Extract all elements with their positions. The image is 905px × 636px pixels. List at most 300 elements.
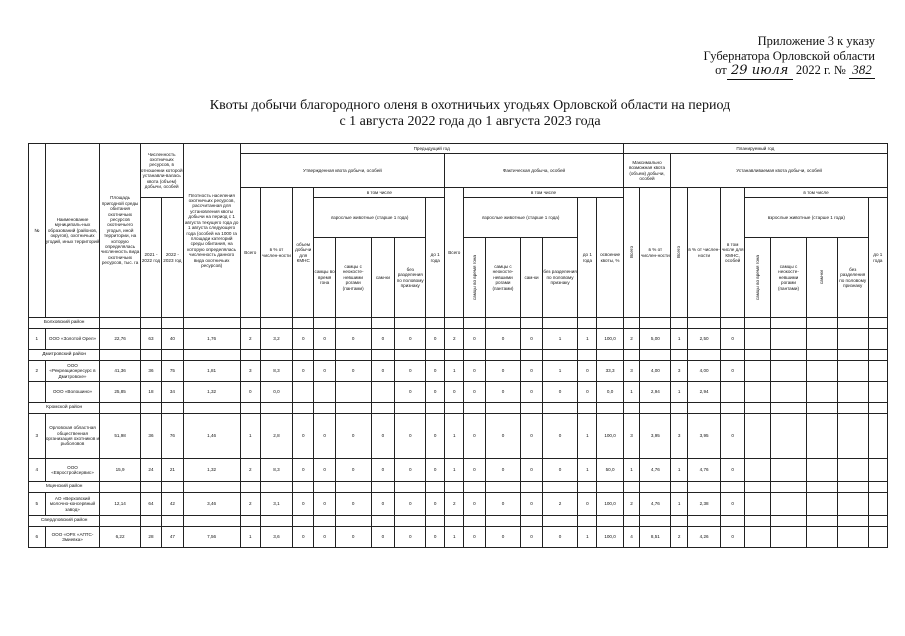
empty-cell xyxy=(100,318,140,329)
cell-q-rut: 0 xyxy=(314,414,335,459)
cell-a-panty: 0 xyxy=(485,329,521,350)
empty-cell xyxy=(335,350,371,361)
empty-cell xyxy=(771,329,807,350)
empty-cell xyxy=(597,516,623,527)
cell-a-fem: 0 xyxy=(521,382,542,403)
cell-n2021: 36 xyxy=(140,361,161,382)
table-row xyxy=(29,493,888,516)
empty-cell xyxy=(771,382,807,403)
header-prev-year: Предыдущий год xyxy=(240,144,623,154)
cell-a-panty: 0 xyxy=(485,527,521,548)
cell-q-young: 0 xyxy=(426,527,445,548)
empty-cell xyxy=(745,527,771,548)
empty-cell xyxy=(771,403,807,414)
cell-s-kmns: 0 xyxy=(721,493,745,516)
cell-q-fem xyxy=(371,382,395,403)
header-set-quota: Устанавливаемая квота добычи, особей xyxy=(671,154,888,188)
cell-m-pct: 5,00 xyxy=(640,329,671,350)
empty-cell xyxy=(837,403,868,414)
region-name: Болховский район xyxy=(29,318,100,329)
empty-cell xyxy=(806,403,837,414)
empty-cell xyxy=(687,516,720,527)
empty-cell xyxy=(542,350,578,361)
cell-s-total: 3 xyxy=(671,361,688,382)
header-numbers-group: Численность охотничьих ресурсов, в отношении которой устанавли-валась квота (объем) добычи, особей xyxy=(140,144,183,198)
empty-cell xyxy=(260,403,292,414)
header-q-total: Всего xyxy=(240,188,260,318)
cell-a-panty: 0 xyxy=(485,382,521,403)
cell-q-unsexed: 0 xyxy=(395,527,426,548)
cell-a-panty: 0 xyxy=(485,361,521,382)
empty-cell xyxy=(293,482,314,493)
cell-a-pct: 100,0 xyxy=(597,493,623,516)
cell-density: 1,32 xyxy=(183,382,240,403)
cell-area: 15,9 xyxy=(100,459,140,482)
empty-cell xyxy=(395,482,426,493)
cell-q-kmns xyxy=(293,382,314,403)
cell-a-rut: 0 xyxy=(464,414,485,459)
cell-q-kmns: 0 xyxy=(293,329,314,350)
empty-cell xyxy=(183,516,240,527)
handwritten-date: 29 июля xyxy=(727,64,793,80)
empty-cell xyxy=(671,318,688,329)
empty-cell xyxy=(521,350,542,361)
table-row xyxy=(29,459,888,482)
header-q-fem: сам-ки xyxy=(371,238,395,318)
header-a-total: Всего xyxy=(445,188,464,318)
appendix-line-1: Приложение 3 к указу xyxy=(757,34,875,48)
cell-q-total: 3 xyxy=(240,361,260,382)
cell-a-panty: 0 xyxy=(485,493,521,516)
cell-q-total: 2 xyxy=(240,329,260,350)
cell-a-total: 2 xyxy=(445,329,464,350)
cell-density: 3,46 xyxy=(183,493,240,516)
cell-q-fem: 0 xyxy=(371,361,395,382)
empty-cell xyxy=(721,482,745,493)
empty-cell xyxy=(335,482,371,493)
cell-name: ООО «ОРХ «АПТС-Змиевка» xyxy=(45,527,100,548)
empty-cell xyxy=(837,414,868,459)
header-q-kmns: объем добычи для КМНС xyxy=(293,188,314,318)
empty-cell xyxy=(140,516,161,527)
header-area: Площадь пригодной среды обитания охотничьих ресурсов охотничьего угодья, иной территории, на которую определялась численность вида охотничьих ресурсов, тыс. га xyxy=(100,144,140,318)
empty-cell xyxy=(806,527,837,548)
cell-density: 1,32 xyxy=(183,459,240,482)
cell-a-young: 1 xyxy=(578,414,597,459)
empty-cell xyxy=(293,350,314,361)
cell-m-pct: 4,00 xyxy=(640,361,671,382)
cell-s-total: 2 xyxy=(671,527,688,548)
header-s-incl: в том числе xyxy=(745,188,888,198)
header-s-kmns: в том числе для КМНС, особей xyxy=(721,188,745,318)
empty-cell xyxy=(445,318,464,329)
empty-cell xyxy=(868,350,887,361)
cell-area: 51,98 xyxy=(100,414,140,459)
cell-s-pct: 4,26 xyxy=(687,527,720,548)
empty-cell xyxy=(868,318,887,329)
empty-cell xyxy=(485,482,521,493)
empty-cell xyxy=(426,482,445,493)
cell-a-total: 2 xyxy=(445,493,464,516)
header-s-pct: в % от числен-ности xyxy=(687,188,720,318)
cell-a-unsexed: 1 xyxy=(542,361,578,382)
cell-a-total: 1 xyxy=(445,361,464,382)
empty-cell xyxy=(314,482,335,493)
header-s-total: Всего xyxy=(671,188,688,318)
empty-cell xyxy=(445,350,464,361)
cell-s-total: 1 xyxy=(671,459,688,482)
cell-a-unsexed: 0 xyxy=(542,527,578,548)
cell-name: ООО «Золотой Орел» xyxy=(45,329,100,350)
cell-s-pct: 2,94 xyxy=(687,382,720,403)
region-name: Свердловский район xyxy=(29,516,100,527)
region-name: Мценский район xyxy=(29,482,100,493)
cell-a-young: 1 xyxy=(578,527,597,548)
empty-cell xyxy=(623,482,640,493)
cell-a-pct: 0,0 xyxy=(597,382,623,403)
empty-cell xyxy=(687,403,720,414)
empty-cell xyxy=(837,527,868,548)
cell-q-total: 1 xyxy=(240,414,260,459)
empty-cell xyxy=(868,382,887,403)
empty-cell xyxy=(521,318,542,329)
cell-n2021: 18 xyxy=(140,382,161,403)
cell-a-total: 1 xyxy=(445,414,464,459)
empty-cell xyxy=(745,329,771,350)
cell-s-total: 1 xyxy=(671,329,688,350)
cell-q-young: 0 xyxy=(426,329,445,350)
empty-cell xyxy=(837,482,868,493)
header-q-young: до 1 года xyxy=(426,198,445,318)
empty-cell xyxy=(140,482,161,493)
empty-cell xyxy=(578,403,597,414)
cell-area: 12,14 xyxy=(100,493,140,516)
empty-cell xyxy=(162,350,183,361)
cell-a-rut: 0 xyxy=(464,361,485,382)
empty-cell xyxy=(293,318,314,329)
empty-cell xyxy=(745,350,771,361)
empty-cell xyxy=(806,318,837,329)
empty-cell xyxy=(771,350,807,361)
empty-cell xyxy=(868,361,887,382)
empty-cell xyxy=(806,516,837,527)
region-name: Кромской район xyxy=(29,403,100,414)
cell-a-rut: 0 xyxy=(464,459,485,482)
empty-cell xyxy=(240,516,260,527)
cell-s-pct: 4,00 xyxy=(687,361,720,382)
cell-name: АО «Верховский молочно-консервный завод» xyxy=(45,493,100,516)
cell-q-fem: 0 xyxy=(371,527,395,548)
empty-cell xyxy=(578,516,597,527)
cell-a-panty: 0 xyxy=(485,414,521,459)
cell-a-pct: 100,0 xyxy=(597,329,623,350)
header-a-pct: освоение квоты, % xyxy=(597,198,623,318)
appendix-block xyxy=(655,34,875,80)
table-row xyxy=(29,329,888,350)
region-row xyxy=(29,350,888,361)
cell-name: ООО «Евростройсервис» xyxy=(45,459,100,482)
header-a-panty: самцы с неокосте-невшими рогами (пантами) xyxy=(485,238,521,318)
empty-cell xyxy=(837,318,868,329)
header-s-fem: сам-ки xyxy=(806,238,837,318)
empty-cell xyxy=(260,516,292,527)
cell-m-total: 4 xyxy=(623,527,640,548)
cell-a-unsexed: 0 xyxy=(542,382,578,403)
empty-cell xyxy=(240,350,260,361)
cell-q-panty: 0 xyxy=(335,459,371,482)
cell-a-pct: 100,0 xyxy=(597,414,623,459)
header-actual-harvest: Фактическая добыча, особей xyxy=(445,154,624,188)
cell-m-total: 1 xyxy=(623,382,640,403)
header-q-unsexed: без разделения по половому признаку xyxy=(395,238,426,318)
empty-cell xyxy=(745,516,771,527)
cell-n2021: 24 xyxy=(140,459,161,482)
cell-area: 6,22 xyxy=(100,527,140,548)
cell-a-young: 0 xyxy=(578,361,597,382)
empty-cell xyxy=(771,493,807,516)
empty-cell xyxy=(183,350,240,361)
empty-cell xyxy=(521,482,542,493)
empty-cell xyxy=(162,516,183,527)
empty-cell xyxy=(597,403,623,414)
cell-n2022: 42 xyxy=(162,493,183,516)
cell-a-fem: 0 xyxy=(521,493,542,516)
cell-q-fem: 0 xyxy=(371,414,395,459)
cell-a-total: 1 xyxy=(445,459,464,482)
empty-cell xyxy=(806,482,837,493)
cell-a-total: 0 xyxy=(445,382,464,403)
empty-cell xyxy=(806,459,837,482)
appendix-prefix: от xyxy=(715,63,727,77)
empty-cell xyxy=(806,414,837,459)
empty-cell xyxy=(314,350,335,361)
cell-q-panty: 0 xyxy=(335,361,371,382)
cell-s-pct: 2,50 xyxy=(687,329,720,350)
header-q-incl: в том числе xyxy=(314,188,445,198)
cell-q-kmns: 0 xyxy=(293,361,314,382)
header-a-incl: в том числе xyxy=(464,188,624,198)
cell-q-total: 0 xyxy=(240,382,260,403)
header-num: № xyxy=(29,144,46,318)
cell-q-fem: 0 xyxy=(371,493,395,516)
region-row xyxy=(29,482,888,493)
empty-cell xyxy=(578,482,597,493)
cell-n2021: 63 xyxy=(140,329,161,350)
cell-m-total: 1 xyxy=(623,459,640,482)
cell-q-fem: 0 xyxy=(371,329,395,350)
empty-cell xyxy=(687,482,720,493)
cell-s-pct: 3,95 xyxy=(687,414,720,459)
cell-q-rut: 0 xyxy=(314,361,335,382)
empty-cell xyxy=(806,329,837,350)
empty-cell xyxy=(623,318,640,329)
empty-cell xyxy=(445,516,464,527)
cell-m-pct: 3,95 xyxy=(640,414,671,459)
header-s-panty: самцы с неокосте-невшими рогами (пантами) xyxy=(771,238,807,318)
cell-q-kmns: 0 xyxy=(293,527,314,548)
title-line-2: с 1 августа 2022 года до 1 августа 2023 года xyxy=(339,114,601,129)
cell-a-rut: 0 xyxy=(464,527,485,548)
cell-q-kmns: 0 xyxy=(293,414,314,459)
header-q-rut: самцы во время гона xyxy=(314,238,335,318)
empty-cell xyxy=(687,318,720,329)
empty-cell xyxy=(371,350,395,361)
empty-cell xyxy=(721,350,745,361)
cell-a-young: 0 xyxy=(578,382,597,403)
cell-density: 7,56 xyxy=(183,527,240,548)
empty-cell xyxy=(395,403,426,414)
empty-cell xyxy=(687,350,720,361)
cell-density: 1,81 xyxy=(183,361,240,382)
empty-cell xyxy=(426,516,445,527)
cell-n2022: 21 xyxy=(162,459,183,482)
cell-s-kmns: 0 xyxy=(721,361,745,382)
empty-cell xyxy=(521,403,542,414)
cell-m-pct: 2,94 xyxy=(640,382,671,403)
empty-cell xyxy=(314,403,335,414)
empty-cell xyxy=(671,350,688,361)
empty-cell xyxy=(395,318,426,329)
empty-cell xyxy=(745,482,771,493)
cell-q-pct: 0,0 xyxy=(260,382,292,403)
cell-m-total: 3 xyxy=(623,361,640,382)
cell-n2022: 75 xyxy=(162,361,183,382)
empty-cell xyxy=(578,350,597,361)
empty-cell xyxy=(162,403,183,414)
empty-cell xyxy=(623,403,640,414)
cell-area: 22,76 xyxy=(100,329,140,350)
header-q-adult: взрослые животные (старше 1 года) xyxy=(314,198,426,238)
empty-cell xyxy=(240,403,260,414)
empty-cell xyxy=(162,318,183,329)
cell-q-total: 2 xyxy=(240,459,260,482)
empty-cell xyxy=(140,403,161,414)
empty-cell xyxy=(183,403,240,414)
cell-s-total: 1 xyxy=(671,382,688,403)
cell-q-unsexed: 0 xyxy=(395,329,426,350)
cell-q-young: 0 xyxy=(426,361,445,382)
empty-cell xyxy=(837,493,868,516)
empty-cell xyxy=(771,459,807,482)
cell-m-total: 3 xyxy=(623,414,640,459)
empty-cell xyxy=(485,403,521,414)
cell-no xyxy=(29,382,46,403)
empty-cell xyxy=(542,403,578,414)
empty-cell xyxy=(806,350,837,361)
cell-a-young: 1 xyxy=(578,459,597,482)
cell-n2022: 47 xyxy=(162,527,183,548)
empty-cell xyxy=(293,403,314,414)
empty-cell xyxy=(100,482,140,493)
header-planned-year: Планируемый год xyxy=(623,144,887,154)
empty-cell xyxy=(183,482,240,493)
cell-no: 5 xyxy=(29,493,46,516)
header-a-rut: самцы во время гона xyxy=(464,238,485,318)
empty-cell xyxy=(868,329,887,350)
empty-cell xyxy=(640,516,671,527)
cell-no: 6 xyxy=(29,527,46,548)
cell-q-pct: 3,1 xyxy=(260,493,292,516)
empty-cell xyxy=(464,318,485,329)
empty-cell xyxy=(578,318,597,329)
empty-cell xyxy=(240,482,260,493)
cell-q-total: 2 xyxy=(240,493,260,516)
empty-cell xyxy=(671,482,688,493)
header-s-adult: взрослые животные (старше 1 года) xyxy=(745,198,869,238)
cell-m-pct: 4,76 xyxy=(640,459,671,482)
header-q-panty: самцы с неокосте-невшими рогами (пантами) xyxy=(335,238,371,318)
header-max-total: Всего xyxy=(623,188,640,318)
cell-a-fem: 0 xyxy=(521,414,542,459)
cell-a-rut: 0 xyxy=(464,382,485,403)
cell-a-pct: 50,0 xyxy=(597,459,623,482)
document-title xyxy=(180,98,760,130)
empty-cell xyxy=(868,493,887,516)
empty-cell xyxy=(771,527,807,548)
empty-cell xyxy=(445,482,464,493)
cell-no: 1 xyxy=(29,329,46,350)
header-a-unsexed: без разделения по половому признаку xyxy=(542,238,578,318)
empty-cell xyxy=(671,516,688,527)
empty-cell xyxy=(464,403,485,414)
empty-cell xyxy=(771,318,807,329)
cell-a-unsexed: 1 xyxy=(542,329,578,350)
cell-a-unsexed: 2 xyxy=(542,493,578,516)
empty-cell xyxy=(671,403,688,414)
empty-cell xyxy=(395,516,426,527)
cell-s-kmns xyxy=(721,382,745,403)
empty-cell xyxy=(260,482,292,493)
empty-cell xyxy=(745,403,771,414)
cell-m-pct: 4,76 xyxy=(640,493,671,516)
cell-a-fem: 0 xyxy=(521,329,542,350)
empty-cell xyxy=(485,516,521,527)
cell-s-pct: 4,76 xyxy=(687,459,720,482)
cell-q-pct: 8,3 xyxy=(260,459,292,482)
cell-n2021: 64 xyxy=(140,493,161,516)
cell-m-pct: 8,51 xyxy=(640,527,671,548)
empty-cell xyxy=(837,459,868,482)
cell-a-young: 0 xyxy=(578,493,597,516)
cell-q-unsexed: 0 xyxy=(395,459,426,482)
appendix-line-2: Губернатора Орловской области xyxy=(703,48,875,63)
cell-a-fem: 0 xyxy=(521,361,542,382)
empty-cell xyxy=(745,318,771,329)
cell-q-young: 0 xyxy=(426,459,445,482)
cell-q-pct: 2,8 xyxy=(260,414,292,459)
empty-cell xyxy=(335,403,371,414)
header-a-fem: сам-ки xyxy=(521,238,542,318)
empty-cell xyxy=(521,516,542,527)
quota-table xyxy=(28,143,888,548)
empty-cell xyxy=(640,350,671,361)
empty-cell xyxy=(426,350,445,361)
empty-cell xyxy=(837,361,868,382)
cell-name: Орловская областная общественная организация охотников и рыболовов xyxy=(45,414,100,459)
cell-a-pct: 100,0 xyxy=(597,527,623,548)
empty-cell xyxy=(771,361,807,382)
header-s-unsexed: без разделения по половому признаку xyxy=(837,238,868,318)
region-row xyxy=(29,516,888,527)
cell-q-young: 0 xyxy=(426,414,445,459)
header-s-rut: самцы во время гона xyxy=(745,238,771,318)
empty-cell xyxy=(445,403,464,414)
cell-name: ООО «Волошино» xyxy=(45,382,100,403)
cell-q-panty: 0 xyxy=(335,527,371,548)
empty-cell xyxy=(100,350,140,361)
cell-n2022: 76 xyxy=(162,414,183,459)
empty-cell xyxy=(542,318,578,329)
